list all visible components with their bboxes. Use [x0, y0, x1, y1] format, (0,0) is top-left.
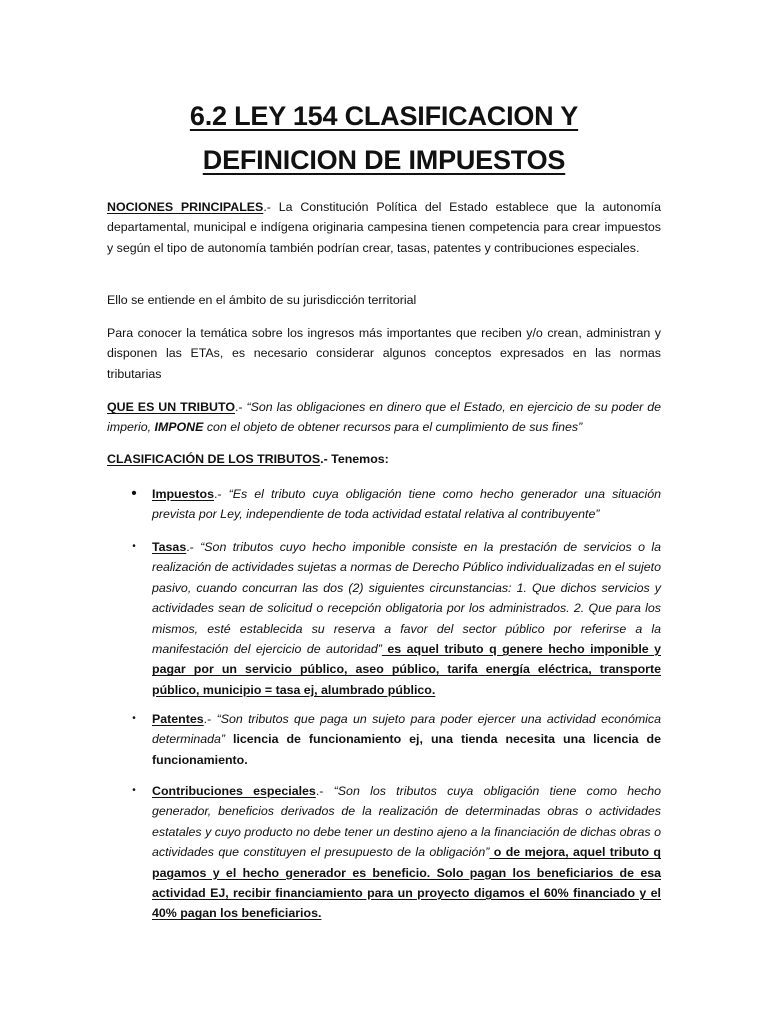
- nociones-paragraph: [107, 197, 661, 258]
- impuestos-separator: .-: [213, 487, 222, 501]
- bullet-icon: •: [132, 785, 136, 796]
- tasas-quote: “Son tributos cuyo hecho imponible consiste en la prestación de servicios o la realización de actividades sujetas a normas de Derecho Público individualizadas en el sujeto pasivo, cuando concurran las dos (2) siguientes circunstancias: 1. Que dichos servicios y actividades sean de solicitud o recepción obligatoria por los administrados. 2. Que para los mismos, esté establecida su reserva a favor del sector público por referirse a la manifestación del ejercicio de autoridad”: [152, 540, 662, 657]
- tributo-quote-a: “Son las obligaciones en dinero que el Estado, en ejercicio de su poder de imperio,: [107, 400, 661, 435]
- contribuciones-separator: .-: [315, 784, 324, 798]
- list-item-tasas: [152, 537, 661, 700]
- patentes-note: licencia de funcionamiento ej, una tienda necesita una licencia de funcionamiento.: [152, 732, 661, 767]
- nociones-separator: .-: [263, 200, 271, 214]
- impuestos-term: Impuestos: [152, 487, 214, 501]
- bullet-icon: •: [132, 713, 136, 724]
- impuestos-quote: “Es el tributo cuya obligación tiene como hecho generador una situación prevista por Ley, independiente de toda actividad estatal relativa al contribuyente”: [152, 487, 661, 522]
- page-title-line-1: 6.2 LEY 154 CLASIFICACION Y: [189, 101, 579, 131]
- bullet-icon: •: [132, 541, 136, 552]
- patentes-term: Patentes: [152, 712, 204, 726]
- tasas-separator: .-: [186, 540, 194, 554]
- tasas-term: Tasas: [152, 540, 187, 554]
- contribuciones-term: Contribuciones especiales: [152, 784, 316, 798]
- tributo-separator: .-: [234, 400, 243, 414]
- page-title-line-2: DEFINICION DE IMPUESTOS: [202, 145, 566, 175]
- patentes-quote: “Son tributos que paga un sujeto para poder ejercer una actividad económica determinada”: [152, 712, 661, 747]
- list-item-contribuciones: [152, 781, 661, 924]
- contribuciones-quote: “Son los tributos cuya obligación tiene como hecho generador, beneficios derivados de la realización de determinadas obras o actividades estatales y cuyo producto no debe tener un destino ajeno a la financiación de dichas obras o actividades que constituyen el presupuesto de la obligación”: [152, 784, 661, 860]
- clasificacion-rest: .- Tenemos:: [320, 452, 389, 466]
- list-item-impuestos: [152, 484, 661, 525]
- tributo-heading: QUE ES UN TRIBUTO: [107, 400, 235, 414]
- nociones-text: La Constitución Política del Estado establece que la autonomía departamental, municipal e indígena originaria campesina tienen competencia para crear impuestos y según el tipo de autonomía también podrían crear, tasas, patentes y contribuciones especiales.: [107, 200, 661, 255]
- clasificacion-heading: CLASIFICACIÓN DE LOS TRIBUTOS: [107, 452, 321, 466]
- tematica-paragraph: Para conocer la temática sobre los ingresos más importantes que reciben y/o crean, administran y disponen las ETAs, es necesario considerar algunos conceptos expresados en las normas tributarias: [107, 326, 661, 381]
- clasificacion-paragraph: [107, 449, 661, 469]
- contribuciones-note: o de mejora, aquel tributo q pagamos y el hecho generador es beneficio. Solo pagan los beneficiarios de esa actividad EJ, recibir financiamiento para un proyecto digamos el 60% financiado y el 40% pagan los beneficiarios.: [152, 845, 661, 921]
- patentes-separator: .-: [203, 712, 212, 726]
- list-item-patentes: [152, 709, 661, 770]
- jurisdiccion-paragraph: Ello se entiende en el ámbito de su jurisdicción territorial: [107, 293, 417, 307]
- tasas-note: es aquel tributo q genere hecho imponible y pagar por un servicio público, aseo público, tarifa energía eléctrica, transporte público, municipio = tasa ej, alumbrado público.: [152, 642, 662, 697]
- tributo-quote-b: con el objeto de obtener recursos para el cumplimiento de sus fines”: [203, 420, 583, 435]
- tributo-paragraph: [107, 397, 661, 438]
- nociones-heading: NOCIONES PRINCIPALES: [107, 200, 264, 214]
- bullet-icon: •: [131, 485, 137, 502]
- tributo-impone: IMPONE: [154, 420, 204, 435]
